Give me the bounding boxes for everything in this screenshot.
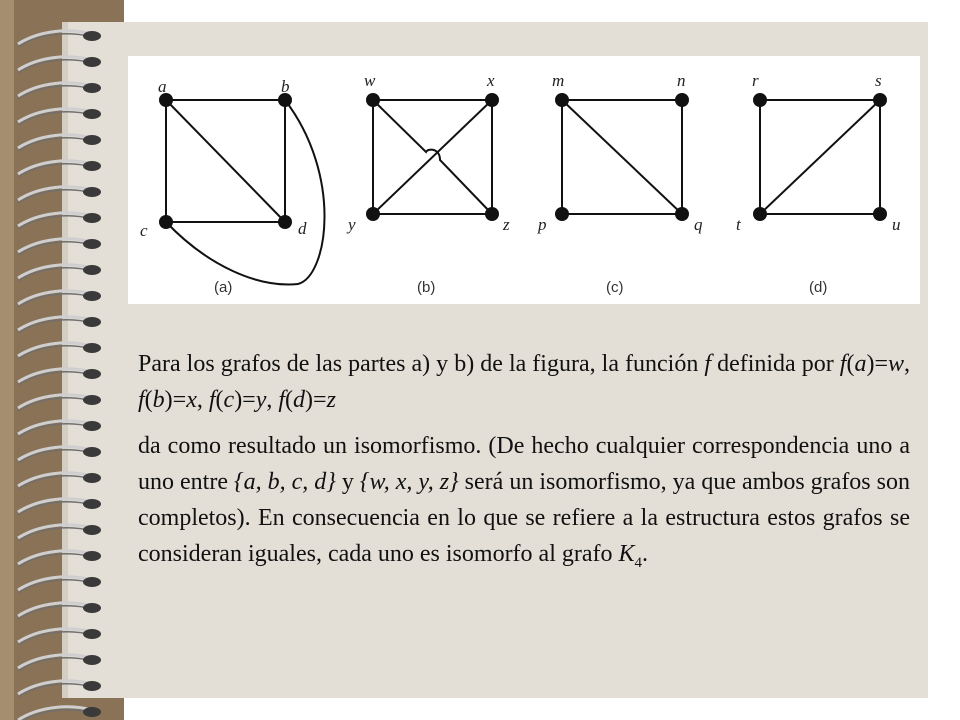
ring-wire bbox=[18, 577, 92, 590]
ring-wire bbox=[18, 109, 92, 122]
vertex-w bbox=[366, 93, 380, 107]
vertex-u bbox=[873, 207, 887, 221]
ring-wire bbox=[18, 343, 92, 356]
ring-hole bbox=[83, 655, 101, 665]
ring-hole bbox=[83, 473, 101, 483]
vertex-y bbox=[366, 207, 380, 221]
vertex-t bbox=[753, 207, 767, 221]
label-x: x bbox=[487, 71, 495, 90]
label-u: u bbox=[892, 215, 901, 234]
ring-wire bbox=[18, 265, 92, 278]
ring-wire bbox=[18, 681, 92, 694]
ring-hole bbox=[83, 57, 101, 67]
label-y: y bbox=[348, 215, 356, 234]
ring-wire bbox=[18, 135, 92, 148]
label-t: t bbox=[736, 215, 741, 234]
ring-wire bbox=[18, 57, 92, 70]
label-z: z bbox=[503, 215, 510, 234]
ring-hole bbox=[83, 83, 101, 93]
label-s: s bbox=[875, 71, 882, 90]
label-n: n bbox=[677, 71, 686, 90]
ring-wire bbox=[18, 629, 92, 642]
ring-wire bbox=[18, 499, 92, 512]
ring-hole bbox=[83, 525, 101, 535]
ring-wire bbox=[18, 707, 92, 720]
ring-wire bbox=[18, 369, 92, 382]
paragraph-1: Para los grafos de las partes a) y b) de la figura, la función f definida por f(a)=w, f(b)=x, f(c)=y, f(d)=z bbox=[138, 351, 910, 413]
label-m: m bbox=[552, 71, 565, 90]
ring-wire bbox=[18, 603, 92, 616]
ring-hole bbox=[83, 187, 101, 197]
vertex-s bbox=[873, 93, 887, 107]
ring-hole bbox=[83, 31, 101, 41]
ring-hole bbox=[83, 239, 101, 249]
ring-hole bbox=[83, 265, 101, 275]
vertex-x bbox=[485, 93, 499, 107]
spiral-binding bbox=[0, 0, 130, 720]
vertex-z bbox=[485, 207, 499, 221]
vertex-r bbox=[753, 93, 767, 107]
ring-wire bbox=[18, 187, 92, 200]
label-d: d bbox=[298, 219, 307, 238]
ring-wire bbox=[18, 317, 92, 330]
ring-hole bbox=[83, 629, 101, 639]
ring-hole bbox=[83, 317, 101, 327]
label-w: w bbox=[364, 71, 376, 90]
graph-figure bbox=[128, 56, 920, 304]
ring-hole bbox=[83, 603, 101, 613]
vertex-n bbox=[675, 93, 689, 107]
ring-wire bbox=[18, 83, 92, 96]
ring-wire bbox=[18, 655, 92, 668]
vertex-d bbox=[278, 215, 292, 229]
label-b: b bbox=[281, 77, 290, 96]
ring-wire bbox=[18, 421, 92, 434]
ring-hole bbox=[83, 109, 101, 119]
ring-wire bbox=[18, 161, 92, 174]
ring-hole bbox=[83, 681, 101, 691]
ring-hole bbox=[83, 395, 101, 405]
label-p: p bbox=[538, 215, 547, 234]
label-c: c bbox=[140, 221, 148, 240]
ring-wire bbox=[18, 447, 92, 460]
ring-hole bbox=[83, 707, 101, 717]
ring-wire bbox=[18, 395, 92, 408]
graph-c-edges bbox=[562, 100, 682, 214]
ring-hole bbox=[83, 577, 101, 587]
ring-hole bbox=[83, 135, 101, 145]
label-r: r bbox=[752, 71, 759, 90]
caption-a: (a) bbox=[214, 279, 233, 296]
ring-hole bbox=[83, 213, 101, 223]
graph-b-edges bbox=[373, 100, 492, 214]
caption-b: (b) bbox=[417, 279, 436, 296]
ring-wire bbox=[18, 473, 92, 486]
graph-d-edges bbox=[760, 100, 880, 214]
vertex-p bbox=[555, 207, 569, 221]
ring-wire bbox=[18, 239, 92, 252]
ring-hole bbox=[83, 551, 101, 561]
ring-wire bbox=[18, 31, 92, 44]
label-a: a bbox=[158, 77, 167, 96]
vertex-q bbox=[675, 207, 689, 221]
ring-hole bbox=[83, 421, 101, 431]
caption-c: (c) bbox=[606, 279, 624, 296]
ring-hole bbox=[83, 447, 101, 457]
ring-hole bbox=[83, 343, 101, 353]
vertex-c bbox=[159, 215, 173, 229]
ring-hole bbox=[83, 291, 101, 301]
ring-hole bbox=[83, 499, 101, 509]
ring-wire bbox=[18, 551, 92, 564]
vertex-m bbox=[555, 93, 569, 107]
ring-hole bbox=[83, 369, 101, 379]
ring-wire bbox=[18, 213, 92, 226]
paragraph-2: da como resultado un isomorfismo. (De hecho cualquier correspondencia uno a uno entre {a, b, c, d} y {w, x, y, z} será un isomorfismo, ya que ambos grafos son completos). En consecuencia en lo que se refiere a la estructura estos grafos se consideran iguales, cada uno es isomorfo al grafo $K_4$. bbox=[138, 433, 910, 571]
ring-wire bbox=[18, 525, 92, 538]
label-q: q bbox=[694, 215, 703, 234]
body-text bbox=[138, 346, 910, 581]
caption-d: (d) bbox=[809, 279, 828, 296]
ring-hole bbox=[83, 161, 101, 171]
graph-a-edges bbox=[166, 100, 325, 284]
graph-figure-svg bbox=[128, 56, 920, 304]
ring-wire bbox=[18, 291, 92, 304]
